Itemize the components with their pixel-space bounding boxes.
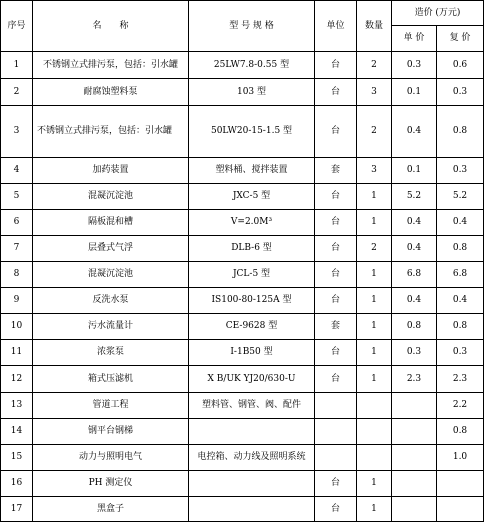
row-model-cell <box>189 471 315 497</box>
row-qty-cell: 1 <box>357 184 392 210</box>
row-qty-cell: 2 <box>357 236 392 262</box>
row-total-cell: 0.6 <box>437 52 484 79</box>
row-unit-price-cell: 0.4 <box>392 210 437 236</box>
row-model-cell: JXC-5 型 <box>189 184 315 210</box>
row-name-cell: 管道工程 <box>33 393 189 419</box>
row-name-cell: 箱式压滤机 <box>33 366 189 393</box>
row-qty-cell: 1 <box>357 340 392 366</box>
row-model-cell: JCL-5 型 <box>189 262 315 288</box>
row-unit-cell <box>315 419 357 445</box>
row-model-cell: V=2.0M³ <box>189 210 315 236</box>
row-no-cell: 15 <box>1 445 33 471</box>
row-model-cell <box>189 419 315 445</box>
row-no-cell: 8 <box>1 262 33 288</box>
row-unit-cell: 台 <box>315 340 357 366</box>
header-total-price: 复 价 <box>437 26 484 52</box>
row-unit-price-cell: 0.1 <box>392 79 437 106</box>
row-total-cell: 0.8 <box>437 106 484 158</box>
row-no-cell: 5 <box>1 184 33 210</box>
row-no-cell: 13 <box>1 393 33 419</box>
row-unit-cell: 台 <box>315 106 357 158</box>
row-unit-price-cell: 0.8 <box>392 314 437 340</box>
row-unit-price-cell: 5.2 <box>392 184 437 210</box>
row-qty-cell <box>357 419 392 445</box>
row-total-cell: 1.0 <box>437 445 484 471</box>
row-unit-cell <box>315 445 357 471</box>
row-name-cell: 加药装置 <box>33 158 189 184</box>
row-model-cell: 电控箱、动力线及照明系统 <box>189 445 315 471</box>
row-model-cell: 50LW20-15-1.5 型 <box>189 106 315 158</box>
row-no-cell: 10 <box>1 314 33 340</box>
row-no-cell: 2 <box>1 79 33 106</box>
row-name-cell: 层叠式气浮 <box>33 236 189 262</box>
table-row <box>1 366 484 393</box>
row-no-cell: 7 <box>1 236 33 262</box>
row-qty-cell: 3 <box>357 79 392 106</box>
row-unit-price-cell <box>392 471 437 497</box>
row-unit-cell: 台 <box>315 471 357 497</box>
row-total-cell: 5.2 <box>437 184 484 210</box>
header-name: 名 称 <box>33 1 189 52</box>
row-total-cell: 0.8 <box>437 236 484 262</box>
row-unit-price-cell: 0.3 <box>392 340 437 366</box>
row-total-cell: 0.3 <box>437 79 484 106</box>
row-qty-cell: 1 <box>357 262 392 288</box>
row-name-cell: 不锈钢立式排污泵，包括：引水罐 <box>33 106 189 158</box>
row-unit-price-cell: 0.3 <box>392 52 437 79</box>
row-name-cell: PH 测定仪 <box>33 471 189 497</box>
row-unit-price-cell: 0.1 <box>392 158 437 184</box>
table-row <box>1 79 484 106</box>
row-total-cell: 6.8 <box>437 262 484 288</box>
row-name-cell: 混凝沉淀池 <box>33 262 189 288</box>
table-row <box>1 340 484 366</box>
header-qty: 数量 <box>357 1 392 52</box>
row-model-cell: X B/UK YJ20/630-U <box>189 366 315 393</box>
row-unit-price-cell: 0.4 <box>392 106 437 158</box>
row-no-cell: 17 <box>1 497 33 522</box>
row-unit-cell: 套 <box>315 314 357 340</box>
header-model: 型 号 规 格 <box>189 1 315 52</box>
row-name-cell: 反洗水泵 <box>33 288 189 314</box>
row-no-cell: 12 <box>1 366 33 393</box>
row-name-cell: 混凝沉淀池 <box>33 184 189 210</box>
row-name-cell: 钢平台钢梯 <box>33 419 189 445</box>
row-model-cell: 103 型 <box>189 79 315 106</box>
row-total-cell: 0.8 <box>437 314 484 340</box>
row-model-cell: 25LW7.8-0.55 型 <box>189 52 315 79</box>
table-row <box>1 288 484 314</box>
row-unit-price-cell: 6.8 <box>392 262 437 288</box>
table-row <box>1 445 484 471</box>
row-total-cell <box>437 497 484 522</box>
row-unit-cell: 台 <box>315 52 357 79</box>
row-model-cell: CE-9628 型 <box>189 314 315 340</box>
row-model-cell: 塑料桶、搅拌装置 <box>189 158 315 184</box>
table-row <box>1 52 484 79</box>
row-total-cell: 2.2 <box>437 393 484 419</box>
row-qty-cell: 1 <box>357 471 392 497</box>
row-name-cell: 隔板混和槽 <box>33 210 189 236</box>
row-qty-cell: 1 <box>357 366 392 393</box>
table-row <box>1 262 484 288</box>
row-unit-price-cell: 2.3 <box>392 366 437 393</box>
table-row <box>1 106 484 158</box>
row-total-cell: 0.4 <box>437 210 484 236</box>
table-row <box>1 236 484 262</box>
row-no-cell: 6 <box>1 210 33 236</box>
row-unit-cell: 台 <box>315 236 357 262</box>
row-no-cell: 14 <box>1 419 33 445</box>
row-total-cell: 0.8 <box>437 419 484 445</box>
row-no-cell: 1 <box>1 52 33 79</box>
row-unit-price-cell: 0.4 <box>392 236 437 262</box>
row-unit-price-cell <box>392 419 437 445</box>
row-qty-cell <box>357 445 392 471</box>
row-qty-cell: 2 <box>357 106 392 158</box>
table-row <box>1 314 484 340</box>
row-total-cell: 0.3 <box>437 340 484 366</box>
table-body <box>1 52 484 522</box>
header-price: 造价 (万元) <box>392 1 484 26</box>
row-no-cell: 4 <box>1 158 33 184</box>
row-name-cell: 耐腐蚀塑料泵 <box>33 79 189 106</box>
row-qty-cell: 1 <box>357 288 392 314</box>
row-name-cell: 动力与照明电气 <box>33 445 189 471</box>
row-qty-cell: 2 <box>357 52 392 79</box>
row-unit-price-cell <box>392 497 437 522</box>
row-unit-cell <box>315 393 357 419</box>
row-qty-cell: 1 <box>357 210 392 236</box>
row-unit-price-cell <box>392 393 437 419</box>
row-unit-price-cell: 0.4 <box>392 288 437 314</box>
row-total-cell: 0.3 <box>437 158 484 184</box>
row-unit-price-cell <box>392 445 437 471</box>
table-row <box>1 184 484 210</box>
table-row <box>1 393 484 419</box>
row-no-cell: 3 <box>1 106 33 158</box>
table-row <box>1 497 484 522</box>
row-total-cell: 0.4 <box>437 288 484 314</box>
row-unit-cell: 台 <box>315 288 357 314</box>
row-no-cell: 9 <box>1 288 33 314</box>
row-unit-cell: 台 <box>315 184 357 210</box>
row-total-cell <box>437 471 484 497</box>
row-unit-cell: 台 <box>315 79 357 106</box>
header-unit-price: 单 价 <box>392 26 437 52</box>
row-qty-cell: 1 <box>357 314 392 340</box>
row-qty-cell: 1 <box>357 497 392 522</box>
row-total-cell: 2.3 <box>437 366 484 393</box>
table-row <box>1 471 484 497</box>
row-model-cell: DLB-6 型 <box>189 236 315 262</box>
row-no-cell: 16 <box>1 471 33 497</box>
row-model-cell: IS100-80-125A 型 <box>189 288 315 314</box>
table-row <box>1 158 484 184</box>
row-name-cell: 黑盒子 <box>33 497 189 522</box>
row-qty-cell: 3 <box>357 158 392 184</box>
row-unit-cell: 台 <box>315 210 357 236</box>
table-row <box>1 210 484 236</box>
row-unit-cell: 台 <box>315 262 357 288</box>
row-unit-cell: 台 <box>315 366 357 393</box>
row-model-cell: I-1B50 型 <box>189 340 315 366</box>
row-model-cell: 塑料管、钢管、阀、配件 <box>189 393 315 419</box>
row-name-cell: 浓浆泵 <box>33 340 189 366</box>
header-no: 序号 <box>1 1 33 52</box>
row-no-cell: 11 <box>1 340 33 366</box>
header-unit: 单位 <box>315 1 357 52</box>
row-qty-cell <box>357 393 392 419</box>
row-unit-cell: 套 <box>315 158 357 184</box>
row-model-cell <box>189 497 315 522</box>
row-unit-cell: 台 <box>315 497 357 522</box>
row-name-cell: 污水流量计 <box>33 314 189 340</box>
table-row <box>1 419 484 445</box>
row-name-cell: 不锈钢立式排污泵，包括：引水罐 <box>33 52 189 79</box>
